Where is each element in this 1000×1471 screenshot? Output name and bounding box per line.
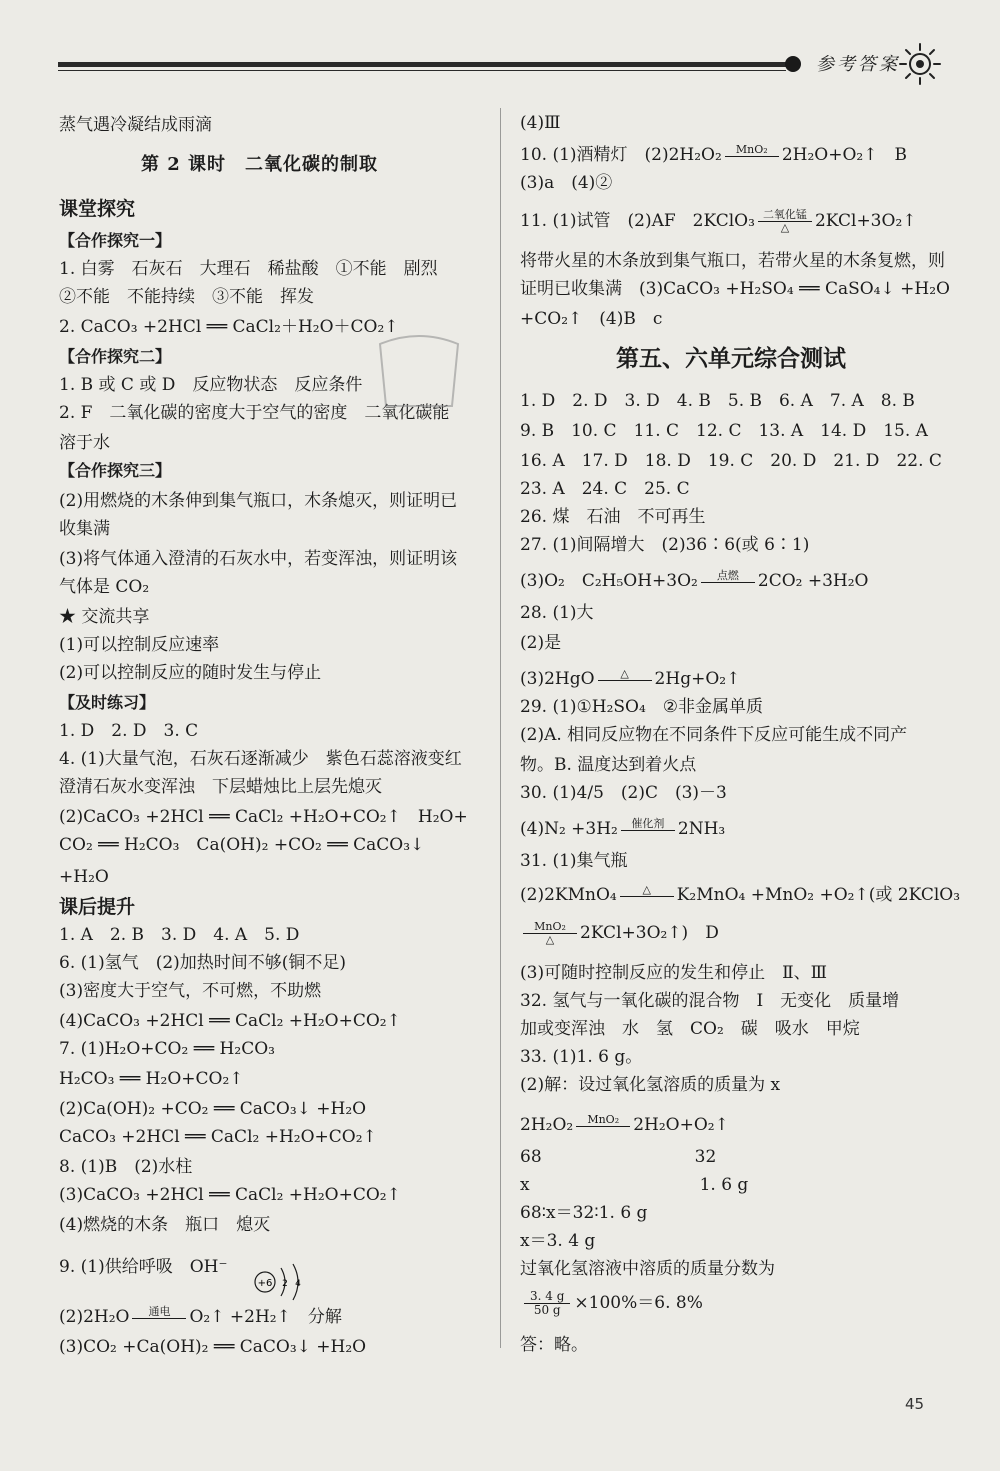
condition-bottom [621,831,675,842]
line-text: (4)Ⅲ [520,113,561,133]
left-line [59,690,155,716]
line-text: (4)燃烧的木条 瓶口 熄灭 [59,1215,271,1235]
line-text: (2)2KMnO₄ [520,885,617,905]
equation-products: 2H₂O+O₂↑ B [781,145,907,165]
right-line [520,110,560,136]
right-line [520,722,907,748]
right-line [520,920,719,946]
header-rule [58,62,786,67]
right-line [520,388,915,414]
line-text: 将带火星的木条放到集气瓶口，若带火星的木条复燃，则 [520,251,945,271]
right-line [520,1172,748,1198]
line-text: (2)Ca(OH)₂ +CO₂ ══ CaCO₃↓ +H₂O [59,1099,367,1119]
reaction-condition [132,1306,186,1330]
right-line [520,752,696,778]
left-line [59,922,299,948]
fraction-numerator: 3. 4 g [524,1290,570,1304]
right-line [520,960,827,986]
page-number: 45 [905,1395,925,1413]
line-text: +H₂O [59,867,109,887]
right-line [520,1112,729,1138]
line-text: 【合作探究二】 [59,347,172,366]
right-line [520,1228,595,1254]
line-text: 8. (1)B (2)水柱 [59,1157,193,1177]
line-text: 68∶x＝32∶1. 6 g [520,1203,648,1223]
line-text: ②不能 不能持续 ③不能 挥发 [59,287,314,307]
left-line [59,1008,401,1034]
line-text: 16. A 17. D 18. D 19. C 20. D 21. D 22. C [520,451,942,471]
condition-top: MnO₂ [576,1114,630,1127]
line-text: (4)N₂ +3H₂ [520,819,618,839]
condition-bottom [620,897,674,908]
right-line [520,666,740,692]
line-text: 【合作探究一】 [59,231,172,250]
reaction-condition [701,570,755,594]
condition-bottom [725,157,779,168]
right-line [520,694,763,720]
right-line [616,346,846,372]
left-line [59,1066,244,1092]
line-text: 26. 煤 石油 不可再生 [520,507,706,527]
left-line [59,832,424,858]
right-line [520,276,950,302]
line-text: (2)解：设过氧化氢溶质的质量为 x [520,1075,781,1095]
line-text: 7. (1)H₂O+CO₂ ══ H₂CO₃ [59,1039,275,1059]
line-text: 物。B. 温度达到着火点 [520,755,697,775]
atom-structure-icon [253,1262,313,1302]
right-line [520,1200,647,1226]
left-line [59,372,362,398]
line-text: 4. (1)大量气泡，石灰石逐渐减少 紫色石蕊溶液变红 [59,749,462,769]
line-text: 2. F 二氧化碳的密度大于空气的密度 二氧化碳能 [59,403,450,423]
line-text: 29. (1)①H₂SO₄ ②非金属单质 [520,697,764,717]
left-line [59,774,382,800]
line-text: 1. 白雾 石灰石 大理石 稀盐酸 ①不能 剧烈 [59,259,438,279]
condition-bottom [598,681,652,692]
equation-products: K₂MnO₄ +MnO₂ +O₂↑(或 2KClO₃ [676,885,961,905]
svg-text:+6: +6 [257,1278,273,1289]
right-line [520,248,945,274]
line-text: (4)CaCO₃ +2HCl ══ CaCl₂ +H₂O+CO₂↑ [59,1011,401,1031]
line-text: (3)O₂ C₂H₅OH+3O₂ [520,571,698,591]
line-text: 【合作探究三】 [59,461,172,480]
line-text: (3)密度大于空气，不可燃，不助燃 [59,981,322,1001]
right-line [520,568,869,594]
equation-products: 2CO₂ +3H₂O [757,571,869,591]
line-text: 23. A 24. C 25. C [520,479,690,499]
line-text: (2)A. 相同反应物在不同条件下反应可能生成不同产 [520,725,908,745]
reaction-condition [620,884,674,908]
line-text: 加或变浑浊 水 氢 CO₂ 碳 吸水 甲烷 [520,1019,860,1039]
line-text: 过氧化氢溶液中溶质的质量分数为 [520,1259,775,1279]
left-line [59,228,171,254]
line-text: 2H₂O₂ [520,1115,574,1135]
left-line [59,718,198,744]
line-text: 28. (1)大 [520,603,594,623]
reaction-condition [576,1114,630,1138]
header-rule-thin [58,70,786,71]
condition-bottom [132,1319,186,1330]
condition-top: MnO₂ [725,144,779,157]
line-text: 6. (1)氢气 (2)加热时间不够(铜不足) [59,953,347,973]
left-line [59,1254,227,1280]
left-line [59,1036,275,1062]
left-line [59,1154,192,1180]
left-line [59,488,457,514]
left-line [59,344,171,370]
line-text: 27. (1)间隔增大 (2)36∶6(或 6∶1) [520,535,810,555]
condition-top: 二氧化锰 [758,209,812,222]
left-line [59,314,399,340]
right-line [520,630,561,656]
column-divider [500,108,501,1348]
line-text: (3)将气体通入澄清的石灰水中，若变浑浊，则证明该 [59,549,458,569]
line-text: 10. (1)酒精灯 (2)2H₂O₂ [520,145,722,165]
header-title: 参考答案 [816,54,900,75]
line-text: CaCO₃ +2HCl ══ CaCl₂ +H₂O+CO₂↑ [59,1127,377,1147]
line-text: 证明已收集满 (3)CaCO₃ +H₂SO₄ ══ CaSO₄↓ +H₂O [520,279,950,299]
svg-text:2: 2 [282,1279,288,1289]
condition-bottom [576,1127,630,1138]
line-text: +CO₂↑ (4)B c [520,309,663,329]
line-text: (2)可以控制反应的随时发生与停止 [59,663,322,683]
line-text: H₂CO₃ ══ H₂O+CO₂↑ [59,1069,244,1089]
left-line [59,546,457,572]
right-line [520,1256,775,1282]
line-text: 第 2 课时 二氧化碳的制取 [141,154,379,175]
left-line [59,864,109,890]
line-text: CO₂ ══ H₂CO₃ Ca(OH)₂ +CO₂ ══ CaCO₃↓ [59,835,425,855]
reaction-condition [758,209,812,234]
left-line [59,430,110,456]
line-text: 溶于水 [59,433,110,453]
line-text: x＝3. 4 g [520,1231,596,1251]
line-text: 课后提升 [59,896,136,918]
sun-emblem-icon [896,40,944,88]
left-line [59,196,135,222]
left-line [59,458,171,484]
line-text: (2)用燃烧的木条伸到集气瓶口，木条熄灭，则证明已 [59,491,458,511]
line-text: 33. (1)1. 6 g。 [520,1047,643,1067]
line-text: (3)CO₂ +Ca(OH)₂ ══ CaCO₃↓ +H₂O [59,1337,367,1357]
right-line [520,816,725,842]
line-text: 1. D 2. D 3. D 4. B 5. B 6. A 7. A 8. B [520,391,915,411]
fraction-denominator: 50 g [533,1303,561,1317]
line-text: 澄清石灰水变浑浊 下层蜡烛比上层先熄灭 [59,777,382,797]
right-line [520,476,690,502]
equation-products: O₂↑ +2H₂↑ 分解 [189,1307,342,1327]
right-line [520,882,960,908]
reaction-condition [598,668,652,692]
line-text: 9. B 10. C 11. C 12. C 13. A 14. D 15. A [520,421,928,441]
equation-products: 2KCl+3O₂↑ [814,211,917,231]
line-text: 气体是 CO₂ [59,577,150,597]
right-line [520,988,899,1014]
left-line [59,112,212,138]
equation-products: 2KCl+3O₂↑) D [580,923,719,943]
line-text: (3)a (4)② [520,173,613,193]
fraction-result: ×100%＝6. 8% [574,1293,703,1313]
left-line [59,1096,366,1122]
line-text: 1. D 2. D 3. C [59,721,199,741]
condition-top: 催化剂 [621,818,675,831]
right-line [520,848,628,874]
left-line [59,284,314,310]
fraction [524,1290,570,1317]
left-line [59,1334,366,1360]
left-line [59,1212,270,1238]
left-line [59,660,321,686]
right-line [520,448,942,474]
line-text: (3)CaCO₃ +2HCl ══ CaCl₂ +H₂O+CO₂↑ [59,1185,401,1205]
reaction-condition [523,921,577,946]
line-text: x 1. 6 g [520,1175,749,1195]
condition-top: △ [620,884,674,897]
right-line [520,1044,642,1070]
condition-top: △ [598,668,652,681]
right-line [520,1332,588,1358]
right-line [520,170,612,196]
condition-bottom: △ [780,221,790,234]
left-line [59,1124,377,1150]
left-line [59,1304,342,1330]
condition-bottom [701,583,755,594]
right-line [520,504,705,530]
left-line [59,804,468,830]
line-text: (2)CaCO₃ +2HCl ══ CaCl₂ +H₂O+CO₂↑ H₂O+ [59,807,468,827]
left-line [59,1182,401,1208]
left-line [141,152,378,178]
right-line [520,600,594,626]
line-text: 1. B 或 C 或 D 反应物状态 反应条件 [59,375,363,395]
left-line [59,604,149,630]
reaction-condition [725,144,779,168]
line-text: 第五、六单元综合测试 [616,346,846,372]
left-line [59,978,321,1004]
line-text: (3)可随时控制反应的发生和停止 Ⅱ、Ⅲ [520,963,828,983]
line-text: 蒸气遇冷凝结成雨滴 [59,115,212,135]
line-text: 9. (1)供给呼吸 OH⁻ [59,1257,228,1277]
line-text: 收集满 [59,519,110,539]
right-line [520,1016,860,1042]
right-line [520,1072,780,1098]
left-line [59,256,438,282]
condition-bottom: △ [545,933,555,946]
condition-top: 通电 [132,1306,186,1319]
line-text: 2. CaCO₃ +2HCl ══ CaCl₂＋H₂O＋CO₂↑ [59,317,399,337]
line-text: 31. (1)集气瓶 [520,851,628,871]
left-line [59,894,135,920]
left-line [59,574,149,600]
line-text: (1)可以控制反应速率 [59,635,220,655]
line-text: 11. (1)试管 (2)AF 2KClO₃ [520,211,755,231]
line-text: 30. (1)4/5 (2)C (3)－3 [520,783,727,803]
equation-products: 2H₂O+O₂↑ [633,1115,729,1135]
right-line [520,208,917,234]
right-line [520,142,907,168]
right-line [520,1144,716,1170]
left-line [59,516,110,542]
right-line [520,532,809,558]
condition-top: 点燃 [701,570,755,583]
line-text: (2)是 [520,633,562,653]
line-text: 答：略。 [520,1335,588,1355]
left-line [59,950,346,976]
line-text: ★ 交流共享 [59,607,150,627]
line-text: (3)2HgO [520,669,595,689]
line-text: 68 32 [520,1147,717,1167]
equation-products: 2Hg+O₂↑ [654,669,741,689]
line-text: 【及时练习】 [59,693,156,712]
condition-top: MnO₂ [523,921,577,934]
line-text: 课堂探究 [59,198,136,220]
reaction-condition [621,818,675,842]
svg-text:4: 4 [295,1279,301,1289]
left-line [59,632,219,658]
line-text: 1. A 2. B 3. D 4. A 5. D [59,925,300,945]
line-text: (2)2H₂O [59,1307,130,1327]
bullet-icon [785,56,801,72]
left-line [59,746,462,772]
right-line [520,1290,703,1317]
equation-products: 2NH₃ [677,819,726,839]
line-text: 32. 氢气与一氧化碳的混合物 Ⅰ 无变化 质量增 [520,991,900,1011]
right-line [520,418,928,444]
right-line [520,780,727,806]
right-line [520,306,662,332]
homework-stamp-icon [372,326,466,412]
